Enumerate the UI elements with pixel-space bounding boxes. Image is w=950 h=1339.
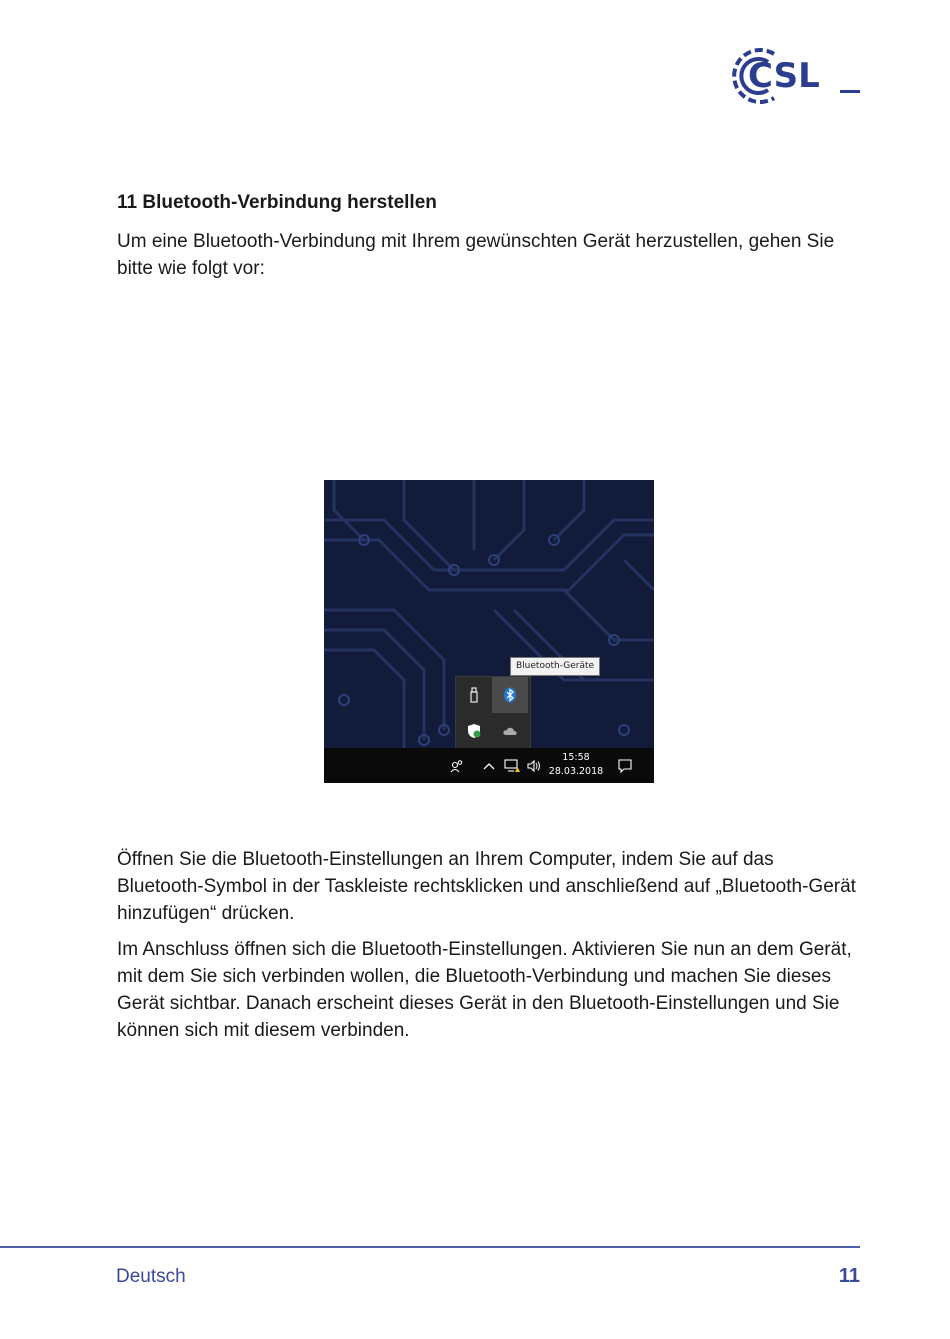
chevron-up-icon[interactable] bbox=[481, 757, 497, 775]
footer-language: Deutsch bbox=[116, 1266, 186, 1287]
intro-paragraph: Um eine Bluetooth-Verbindung mit Ihrem gewünschten Gerät herzustellen, gehen Sie bitte wie folgt vor: bbox=[117, 231, 835, 279]
page-number: 11 bbox=[838, 1265, 860, 1287]
svg-text:CSL: CSL bbox=[748, 56, 820, 96]
taskbar-screenshot bbox=[324, 480, 654, 783]
bluetooth-tooltip: Bluetooth-Geräte bbox=[510, 657, 600, 676]
notification-icon[interactable] bbox=[616, 757, 634, 775]
clock-time: 15:58 bbox=[562, 752, 590, 763]
network-icon[interactable] bbox=[503, 757, 521, 775]
usb-icon[interactable] bbox=[456, 677, 492, 713]
taskbar-clock[interactable] bbox=[546, 751, 606, 779]
instruction-paragraph-2: Im Anschluss öffnen sich die Bluetooth-Einstellungen. Aktivieren Sie nun an dem Gerät, mit dem Sie sich verbinden wollen, die Bluetooth-Verbindung und machen Sie dieses Gerät sichtbar. Danach erscheint dieses Gerät in den Bluetooth-Einstellungen und Sie können sich mit diesem verbinden. bbox=[117, 939, 852, 1041]
tray-overflow-panel bbox=[455, 676, 531, 750]
people-icon[interactable] bbox=[448, 757, 466, 775]
section-heading: 11 Bluetooth-Verbindung herstellen bbox=[117, 192, 437, 213]
speaker-icon[interactable] bbox=[525, 757, 543, 775]
clock-date: 28.03.2018 bbox=[548, 766, 604, 777]
windows-taskbar bbox=[324, 748, 654, 783]
instruction-paragraph-1: Öffnen Sie die Bluetooth-Einstellungen an Ihrem Computer, indem Sie auf das Bluetooth-Symbol in der Taskleiste rechtsklicken und anschließend auf „Bluetooth-Gerät hinzufügen“ drücken. bbox=[117, 849, 856, 924]
onedrive-cloud-icon[interactable] bbox=[492, 713, 528, 749]
security-shield-icon[interactable] bbox=[456, 713, 492, 749]
footer-divider bbox=[0, 1246, 860, 1248]
csl-logo bbox=[730, 42, 862, 108]
bluetooth-icon[interactable] bbox=[492, 677, 528, 713]
